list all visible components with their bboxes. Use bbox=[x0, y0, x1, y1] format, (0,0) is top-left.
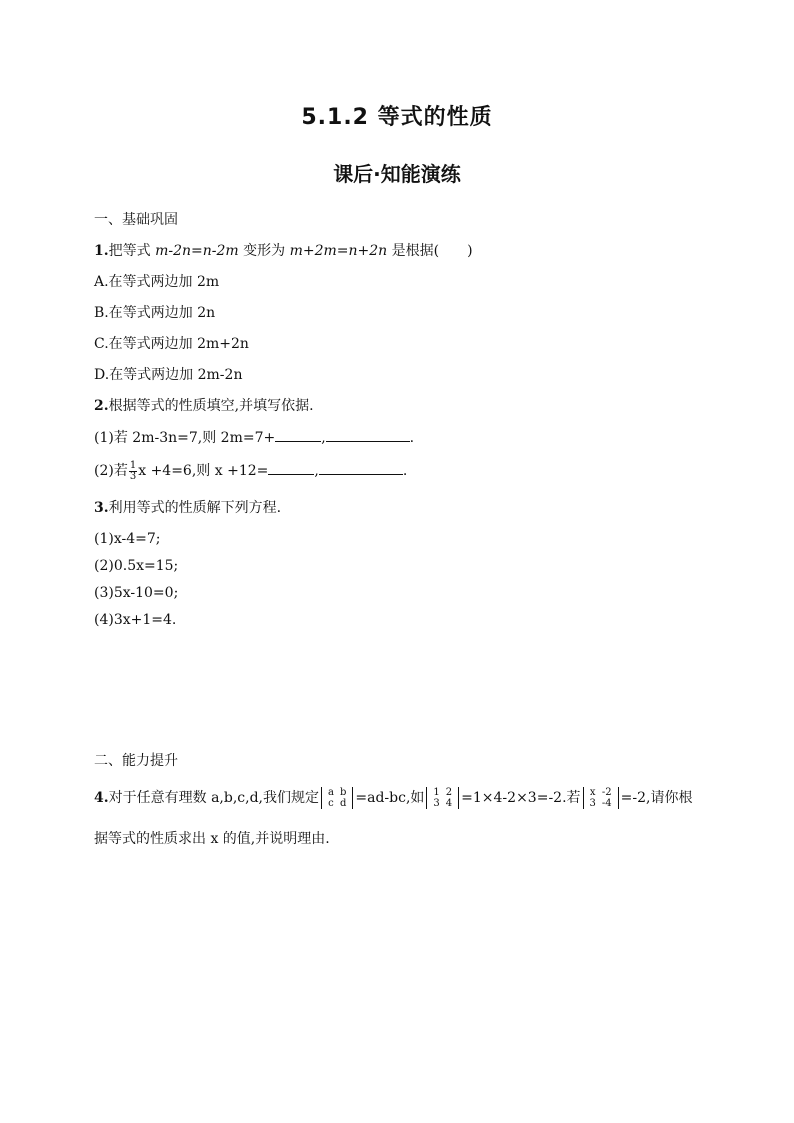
reason-blank[interactable] bbox=[326, 427, 410, 442]
det-entry: 3 bbox=[433, 798, 440, 809]
q4-line-2: 据等式的性质求出 x 的值,并说明理由. bbox=[94, 831, 330, 847]
det-entry: c bbox=[328, 798, 334, 809]
q2-part-1: (1)若 2m-3n=7,则 2m=7+ , . bbox=[94, 427, 414, 448]
page-subtitle: 课后·知能演练 bbox=[333, 162, 461, 186]
det-entry: x bbox=[589, 787, 596, 798]
det-entry: 4 bbox=[445, 798, 453, 809]
page-title: 5.1.2 等式的性质 bbox=[301, 105, 493, 130]
q2-part-2-end: . bbox=[402, 463, 408, 479]
reason-blank[interactable] bbox=[319, 460, 403, 475]
det-entry: b bbox=[339, 787, 347, 798]
determinant-definition bbox=[321, 787, 353, 809]
determinant-problem bbox=[583, 787, 619, 809]
det-entry: 3 bbox=[589, 798, 596, 809]
question-1-stem bbox=[94, 241, 473, 261]
q4-text-1: 对于任意有理数 a,b,c,d,我们规定 bbox=[108, 790, 319, 806]
q3-part-2: (2)0.5x=15; bbox=[94, 558, 179, 574]
q3-part-3: (3)5x-10=0; bbox=[94, 585, 179, 601]
det-entry: 2 bbox=[445, 787, 453, 798]
q1-option-a: A.在等式两边加 2m bbox=[94, 274, 220, 290]
section-basic: 一、基础巩固 bbox=[94, 212, 178, 228]
answer-blank[interactable] bbox=[268, 460, 314, 475]
q2-part-2-text-b: x +4=6,则 x +12= bbox=[138, 463, 269, 479]
det-entry: -4 bbox=[601, 798, 612, 809]
q1-text-c: 变形为 bbox=[238, 243, 290, 259]
question-2-number: 2. bbox=[94, 398, 109, 414]
q1-option-d: D.在等式两边加 2m-2n bbox=[94, 367, 243, 383]
det-entry: -2 bbox=[601, 787, 612, 798]
section-advanced: 二、能力提升 bbox=[94, 753, 178, 769]
q3-part-1: (1)x-4=7; bbox=[94, 531, 161, 547]
q3-part-4: (4)3x+1=4. bbox=[94, 612, 177, 628]
q1-option-c: C.在等式两边加 2m+2n bbox=[94, 336, 249, 352]
q4-text-3: =1×4-2×3=-2.若 bbox=[461, 790, 581, 806]
q1-text-e: 是根据( ) bbox=[387, 243, 473, 259]
det-entry: 1 bbox=[433, 787, 440, 798]
q2-part-1-end: . bbox=[409, 430, 415, 446]
q1-text-a: 把等式 bbox=[108, 243, 156, 259]
question-2-stem bbox=[94, 396, 314, 416]
question-3-number: 3. bbox=[94, 500, 109, 516]
det-entry: a bbox=[328, 787, 334, 798]
question-4-number: 4. bbox=[94, 790, 109, 806]
question-4-stem bbox=[94, 787, 692, 809]
fraction-denominator: 3 bbox=[129, 470, 137, 482]
determinant-example bbox=[426, 787, 459, 809]
q3-text: 利用等式的性质解下列方程. bbox=[108, 500, 282, 516]
q1-equation-a: m-2n=n-2m bbox=[155, 243, 239, 259]
q2-part-2-text-a: (2)若 bbox=[94, 463, 128, 479]
question-1-number: 1. bbox=[94, 243, 109, 259]
answer-blank[interactable] bbox=[275, 427, 321, 442]
q2-part-2: (2)若 $\frac{1}{3}$ x +4=6,则 x +12= , . bbox=[94, 459, 408, 482]
q1-equation-b: m+2m=n+2n bbox=[289, 243, 388, 259]
q4-text-4: =-2,请你根 bbox=[620, 790, 693, 806]
fraction-numerator: 1 bbox=[129, 459, 137, 471]
det-entry: d bbox=[339, 798, 347, 809]
question-3-stem bbox=[94, 498, 281, 518]
q4-text-2: =ad-bc,如 bbox=[355, 790, 425, 806]
fraction-one-third bbox=[129, 461, 137, 482]
q2-text: 根据等式的性质填空,并填写依据. bbox=[108, 398, 314, 414]
q1-option-b: B.在等式两边加 2n bbox=[94, 305, 216, 321]
q2-part-1-text: (1)若 2m-3n=7,则 2m=7+ bbox=[94, 430, 276, 446]
